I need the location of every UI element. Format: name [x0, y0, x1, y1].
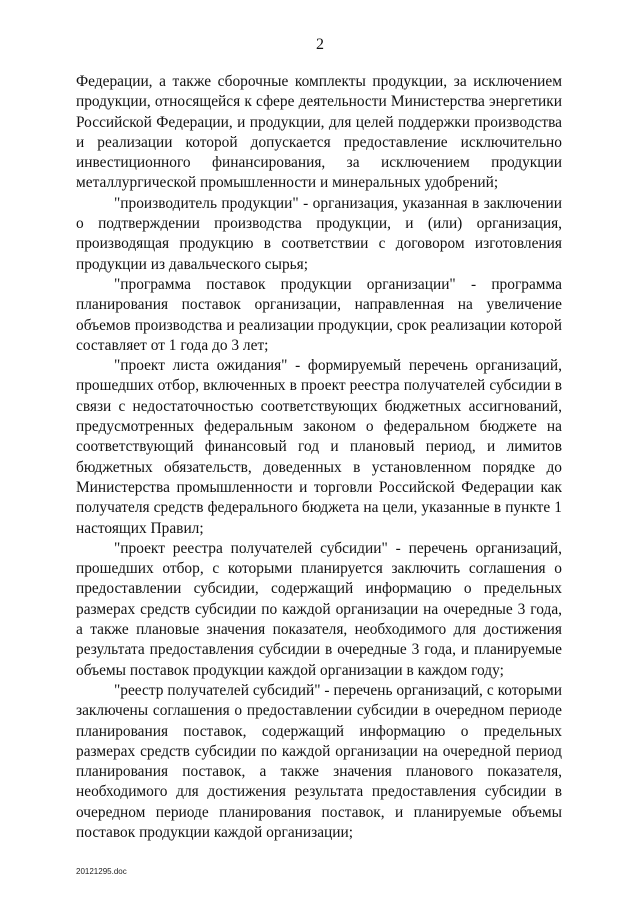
paragraph-definition-producer: "производитель продукции" - организация, указанная в заключении о подтверждении производства продукции, и (или) организация, производящая продукцию в соответствии с договором изготовления продукции из давальческого сырья; — [76, 194, 562, 273]
paragraph-continuation: Федерации, а также сборочные комплекты продукции, за исключением продукции, относящейся к сфере деятельности Министерства энергетики Российской Федерации, и продукции, для целей поддержки производства и реализации которой допускается предоставление исключительно инвестиционного финансирования, за исключением продукции металлургической промышленности и минеральных удобрений; — [76, 73, 562, 192]
paragraph-definition-supply-program: "программа поставок продукции организации" - программа планирования поставок организации, направленная на увеличение объемов производства и реализации продукции, срок реализации которой составляет от 1 года до 3 лет; — [76, 275, 562, 354]
footer-filename: 20121295.doc — [76, 867, 127, 876]
paragraph-definition-registry: "реестр получателей субсидий" - перечень организаций, с которыми заключены соглашения о предоставлении субсидии в очередном периоде планирования поставок, содержащий информацию о предельных размерах средств субсидии по каждой организации на очередной период планирования поставок, а также значения планового показателя, необходимого для достижения результата предоставления субсидии в очередном периоде планирования поставок, и планируемые объемы поставок продукции каждой организации; — [76, 681, 562, 841]
paragraph-definition-draft-registry: "проект реестра получателей субсидии" - перечень организаций, прошедших отбор, с которыми планируется заключить соглашения о предоставлении субсидии, содержащий информацию о предельных размерах средств субсидии по каждой организации на очередные 3 года, а также плановые значения показателя, необходимого для достижения результата предоставления субсидии в очередные 3 года, и планируемые объемы поставок продукции каждой организации в каждом году; — [76, 539, 562, 679]
paragraph-definition-waiting-list: "проект листа ожидания" - формируемый перечень организаций, прошедших отбор, включенных в проект реестра получателей субсидии в связи с недостаточностью соответствующих бюджетных ассигнований, предусмотренных федеральным законом о федеральном бюджете на соответствующий финансовый год и плановый период, и лимитов бюджетных обязательств, доведенных в установленном порядке до Министерства промышленности и торговли Российской Федерации как получателя средств федерального бюджета на цели, указанные в пункте 1 настоящих Правил; — [76, 357, 562, 537]
document-body — [76, 72, 562, 843]
page-number: 2 — [316, 36, 324, 53]
